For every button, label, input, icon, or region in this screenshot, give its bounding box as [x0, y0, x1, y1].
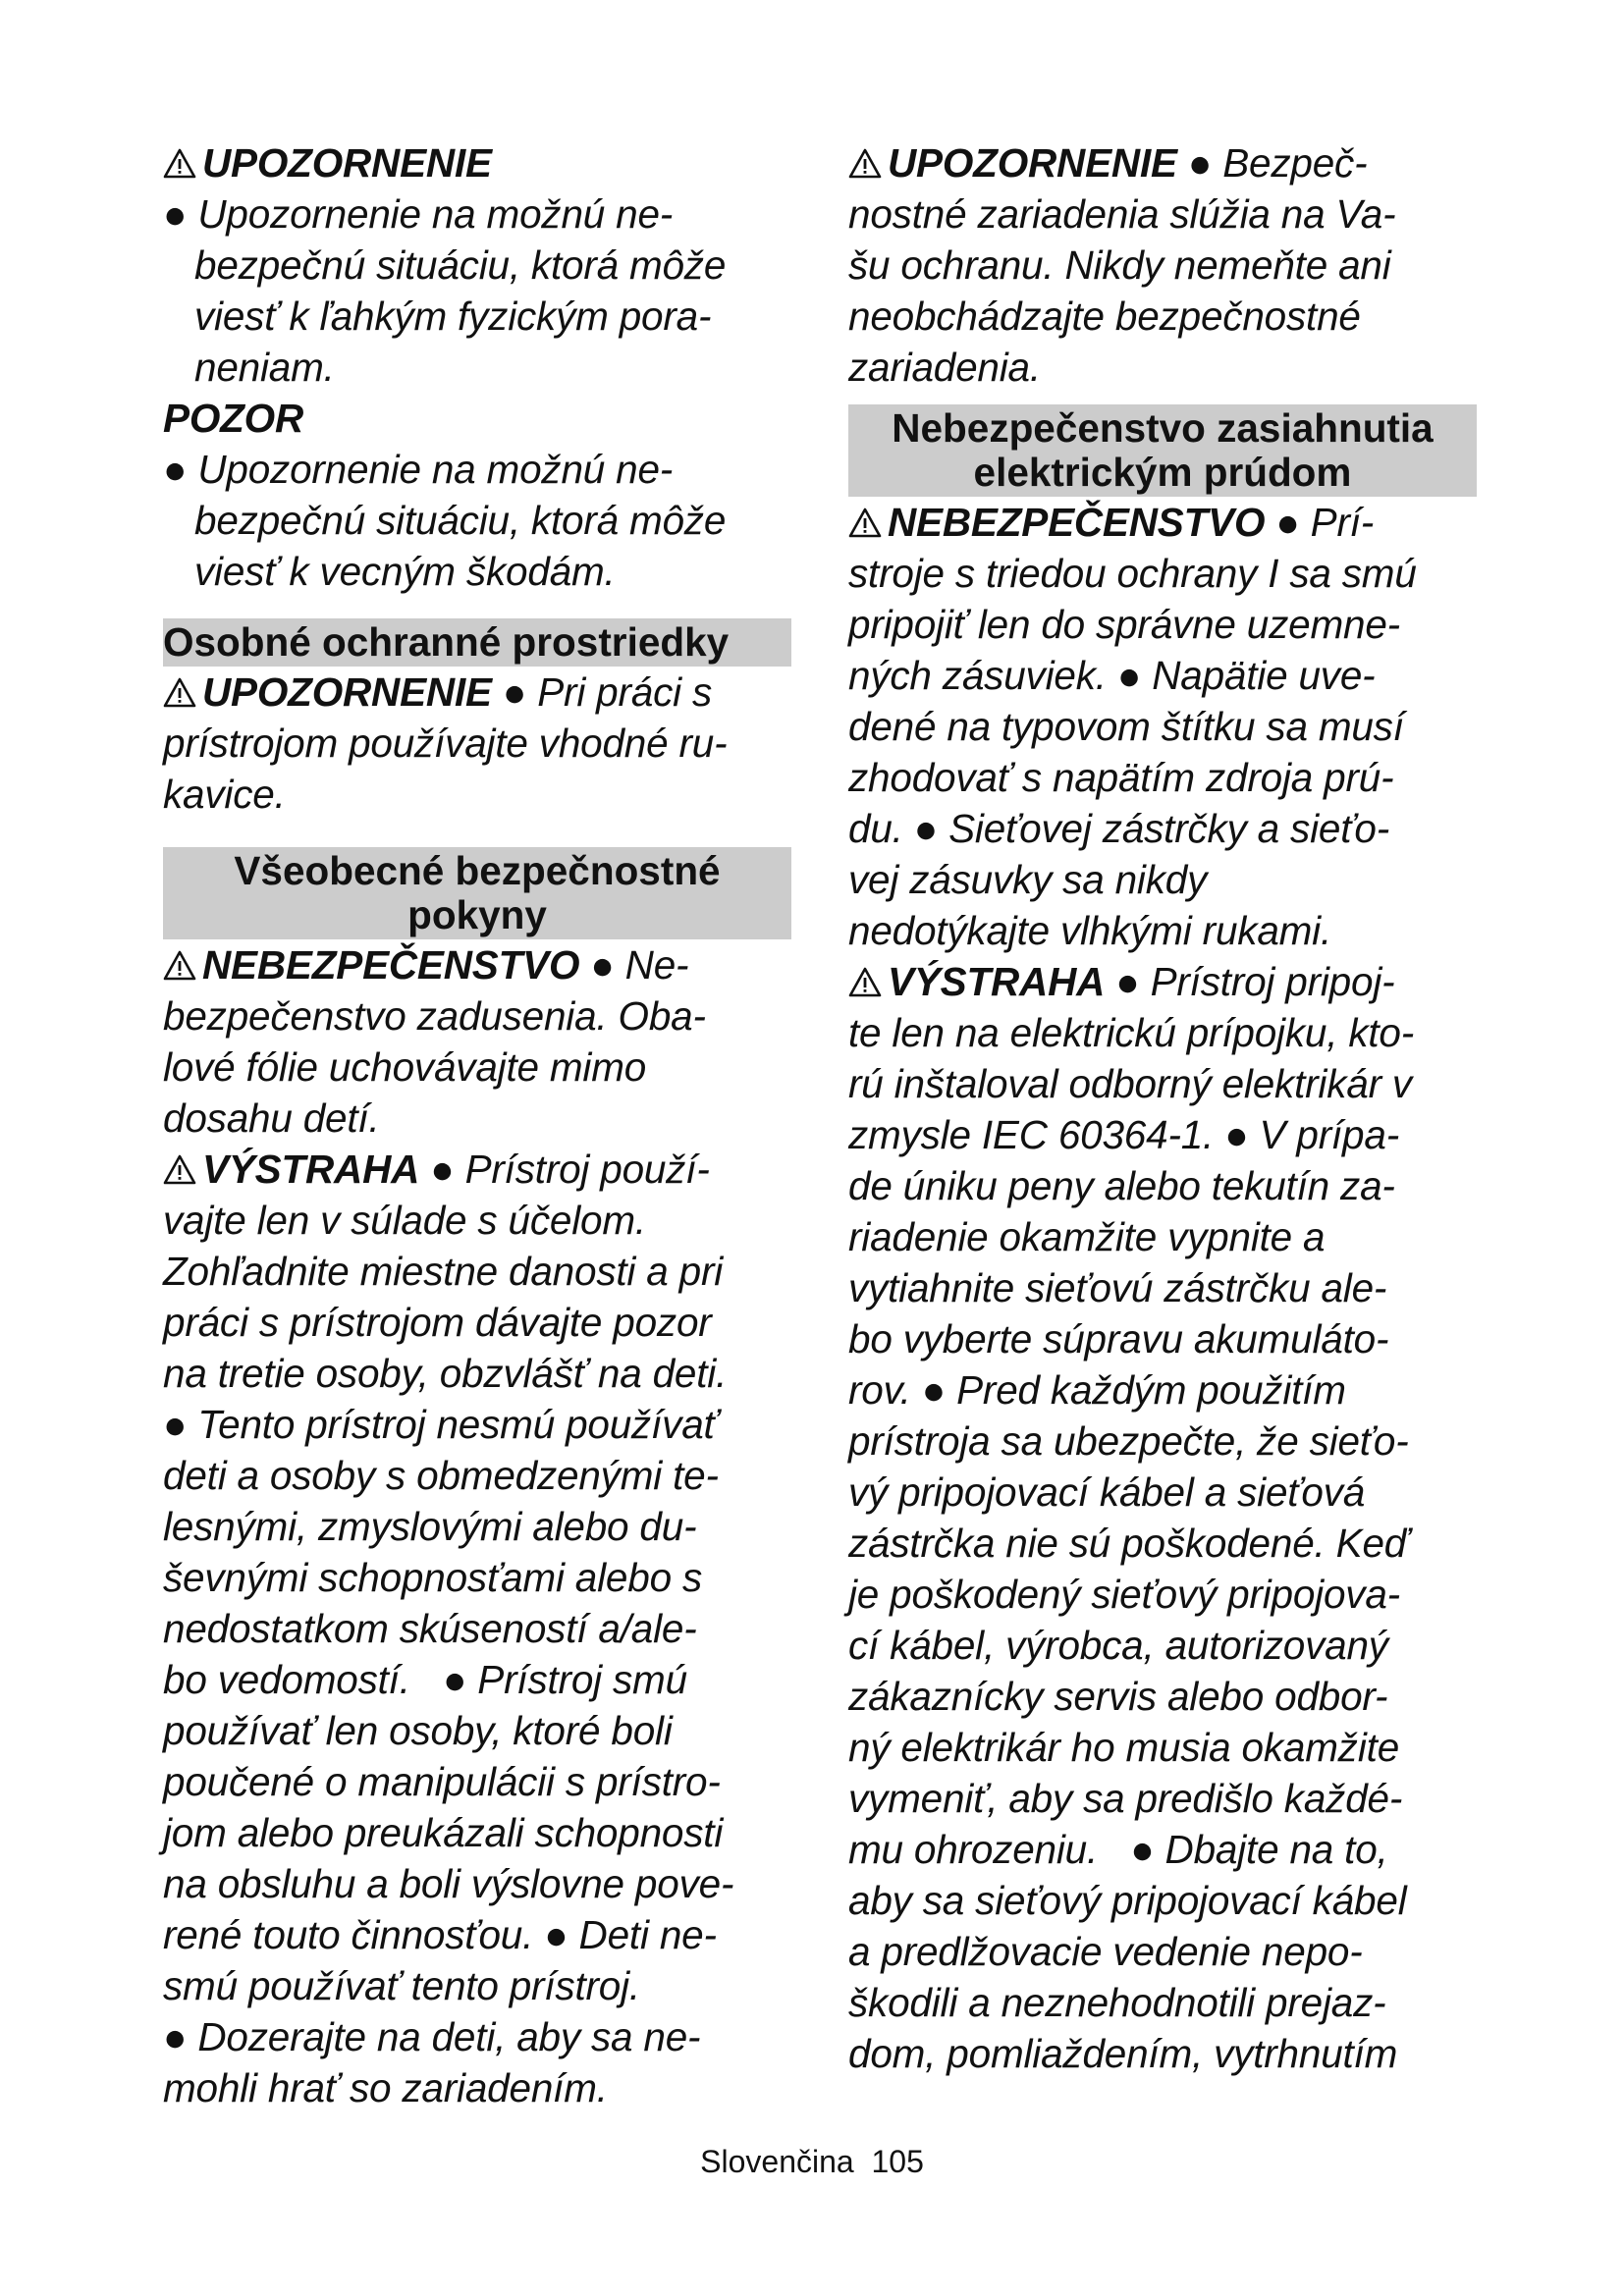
text-line: rené touto činnosťou. ● Deti ne- — [163, 1912, 717, 1957]
text-line: ný elektrikár ho musia okamžite — [848, 1725, 1400, 1770]
warning-triangle-icon — [848, 148, 882, 180]
text-line: nostné zariadenia slúžia na Va- — [848, 191, 1396, 237]
text-line: deti a osoby s obmedzenými te- — [163, 1453, 719, 1498]
text-line: prístroja sa ubezpečte, že sieťo- — [848, 1418, 1409, 1464]
text-line: dom, pomliaždením, vytrhnutím — [848, 2031, 1398, 2076]
text-line: aby sa sieťový pripojovací kábel — [848, 1878, 1407, 1923]
text-line: mohli hrať so zariadením. — [163, 2065, 608, 2110]
text-line: vymeniť, aby sa predišlo každé- — [848, 1776, 1403, 1821]
text-line: rov. ● Pred každým použitím — [848, 1367, 1346, 1413]
text-line: jom alebo preukázali schopnosti — [163, 1810, 724, 1855]
text-line: neniam. — [194, 345, 335, 390]
bullet-dot: ● — [163, 1402, 188, 1447]
bullet-dot: ● — [442, 1657, 467, 1702]
text-line: VÝSTRAHA ● Prístroj pripoj- — [848, 956, 1477, 1007]
bullet-dot: ● — [544, 1912, 568, 1957]
text-line: rú inštaloval odborný elektrikár v — [848, 1061, 1412, 1106]
text-line: vajte len v súlade s účelom. — [163, 1198, 646, 1243]
text-line: práci s prístrojom dávajte pozor — [163, 1300, 712, 1345]
text-line: vytiahnite sieťovú zástrčku ale- — [848, 1265, 1387, 1310]
page-footer — [0, 2144, 1624, 2180]
text-line: lesnými, zmyslovými alebo du- — [163, 1504, 697, 1549]
text-line: na obsluhu a boli výslovne pove- — [163, 1861, 734, 1906]
text-line: du. ● Sieťovej zástrčky a sieťo- — [848, 806, 1389, 851]
text-line: bezpečnú situáciu, ktorá môže — [194, 242, 727, 288]
warning-triangle-icon — [163, 950, 196, 982]
text-line: poučené o manipulácii s prístro- — [163, 1759, 721, 1804]
bullet-dot: ● — [1224, 1112, 1249, 1157]
text-line: cí kábel, výrobca, autorizovaný — [848, 1623, 1388, 1668]
bullet-dot: ● — [430, 1147, 455, 1192]
text-line: VÝSTRAHA ● Prístroj použí- — [163, 1144, 791, 1195]
text-line: dené na typovom štítku sa musí — [848, 704, 1404, 749]
bullet-dot: ● — [1116, 653, 1142, 698]
text-line: šu ochranu. Nikdy nemeňte ani — [848, 242, 1391, 288]
section-heading-general: Všeobecné bezpečnostné pokyny — [163, 847, 791, 939]
bullet-dot: ● — [163, 191, 188, 237]
text-line: viesť k vecným škodám. — [194, 549, 616, 594]
text-line: bezpečnú situáciu, ktorá môže — [194, 498, 727, 543]
bullet-dot: ● — [1275, 500, 1300, 545]
text-line: ● Tento prístroj nesmú používať — [163, 1402, 718, 1447]
text-line: je poškodený sieťový pripojova- — [848, 1572, 1400, 1617]
page-number: 105 — [871, 2144, 924, 2179]
text-line: smú používať tento prístroj. — [163, 1963, 640, 2008]
text-line: a predlžovacie vedenie nepo- — [848, 1929, 1363, 1974]
text-line: zákaznícky servis alebo odbor- — [848, 1674, 1388, 1719]
bullet-dot: ● — [1187, 140, 1213, 186]
bullet-dot: ● — [590, 942, 615, 988]
section-heading-ppe: Osobné ochranné prostriedky — [163, 618, 791, 667]
text-line: stroje s triedou ochrany I sa smú — [848, 551, 1417, 596]
text-line: dosahu detí. — [163, 1095, 380, 1141]
warning-triangle-icon — [163, 677, 196, 709]
text-line: prístrojom používajte vhodné ru- — [163, 721, 728, 766]
text-line: vej zásuvky sa nikdy — [848, 857, 1208, 902]
footer-language: Slovenčina — [700, 2144, 854, 2179]
text-line: lové fólie uchovávajte mimo — [163, 1044, 647, 1090]
warning-triangle-icon — [848, 507, 882, 539]
text-line: neobchádzajte bezpečnostné — [848, 294, 1361, 339]
bullet-dot: ● — [1130, 1827, 1155, 1872]
text-line: ● Dozerajte na deti, aby sa ne- — [163, 2014, 701, 2059]
text-line: riadenie okamžite vypnite a — [848, 1214, 1326, 1259]
text-line: používať len osoby, ktoré boli — [163, 1708, 673, 1753]
text-line: bo vyberte súpravu akumuláto- — [848, 1316, 1389, 1362]
text-line: de úniku peny alebo tekutín za- — [848, 1163, 1395, 1208]
text-line: te len na elektrickú prípojku, kto- — [848, 1010, 1415, 1055]
text-line: ● Upozornenie na možnú ne- — [163, 191, 674, 237]
text-line: na tretie osoby, obzvlášť na deti. — [163, 1351, 728, 1396]
text-line: zmysle IEC 60364-1. ● V prípa- — [848, 1112, 1399, 1157]
pozor-heading: POZOR — [163, 396, 304, 441]
text-line: pripojiť len do správne uzemne- — [848, 602, 1400, 647]
bullet-dot: ● — [163, 2014, 188, 2059]
text-line: NEBEZPEČENSTVO ● Ne- — [163, 939, 791, 990]
bullet-dot: ● — [921, 1367, 947, 1413]
text-line: škodili a neznehodnotili prejaz- — [848, 1980, 1386, 2025]
section-heading-electric: Nebezpečenstvo zasiahnutia elektrickým prúdom — [848, 404, 1477, 497]
text-line: mu ohrozeniu. ● Dbajte na to, — [848, 1827, 1388, 1872]
right-column — [848, 137, 1477, 2079]
left-column — [163, 137, 791, 2113]
text-line: NEBEZPEČENSTVO ● Prí- — [848, 497, 1477, 548]
text-line: kavice. — [163, 772, 286, 817]
bullet-dot: ● — [1115, 959, 1140, 1004]
text-line: nedotýkajte vlhkými rukami. — [848, 908, 1332, 953]
text-line: vý pripojovací kábel a sieťová — [848, 1469, 1366, 1515]
text-line: ševnými schopnosťami alebo s — [163, 1555, 703, 1600]
text-line: ných zásuviek. ● Napätie uve- — [848, 653, 1376, 698]
text-line: UPOZORNENIE ● Pri práci s — [163, 667, 791, 718]
text-line: ● Upozornenie na možnú ne- — [163, 447, 674, 492]
text-line: nedostatkom skúseností a/ale- — [163, 1606, 697, 1651]
bullet-dot: ● — [913, 806, 939, 851]
text-line: viesť k ľahkým fyzickým pora- — [194, 294, 712, 339]
text-line: zariadenia. — [848, 345, 1041, 390]
bullet-dot: ● — [502, 669, 527, 715]
bullet-dot: ● — [163, 447, 188, 492]
warning-heading: UPOZORNENIE — [163, 137, 791, 188]
text-line: zhodovať s napätím zdroja prú- — [848, 755, 1394, 800]
text-line: Zohľadnite miestne danosti a pri — [163, 1249, 724, 1294]
text-line: zástrčka nie sú poškodené. Keď — [848, 1521, 1409, 1566]
text-line: bezpečenstvo zadusenia. Oba- — [163, 993, 706, 1039]
warning-triangle-icon — [848, 967, 882, 998]
text-line: UPOZORNENIE ● Bezpeč- — [848, 137, 1477, 188]
warning-triangle-icon — [163, 1154, 196, 1186]
warning-triangle-icon — [163, 148, 196, 180]
text-line: bo vedomostí. ● Prístroj smú — [163, 1657, 687, 1702]
